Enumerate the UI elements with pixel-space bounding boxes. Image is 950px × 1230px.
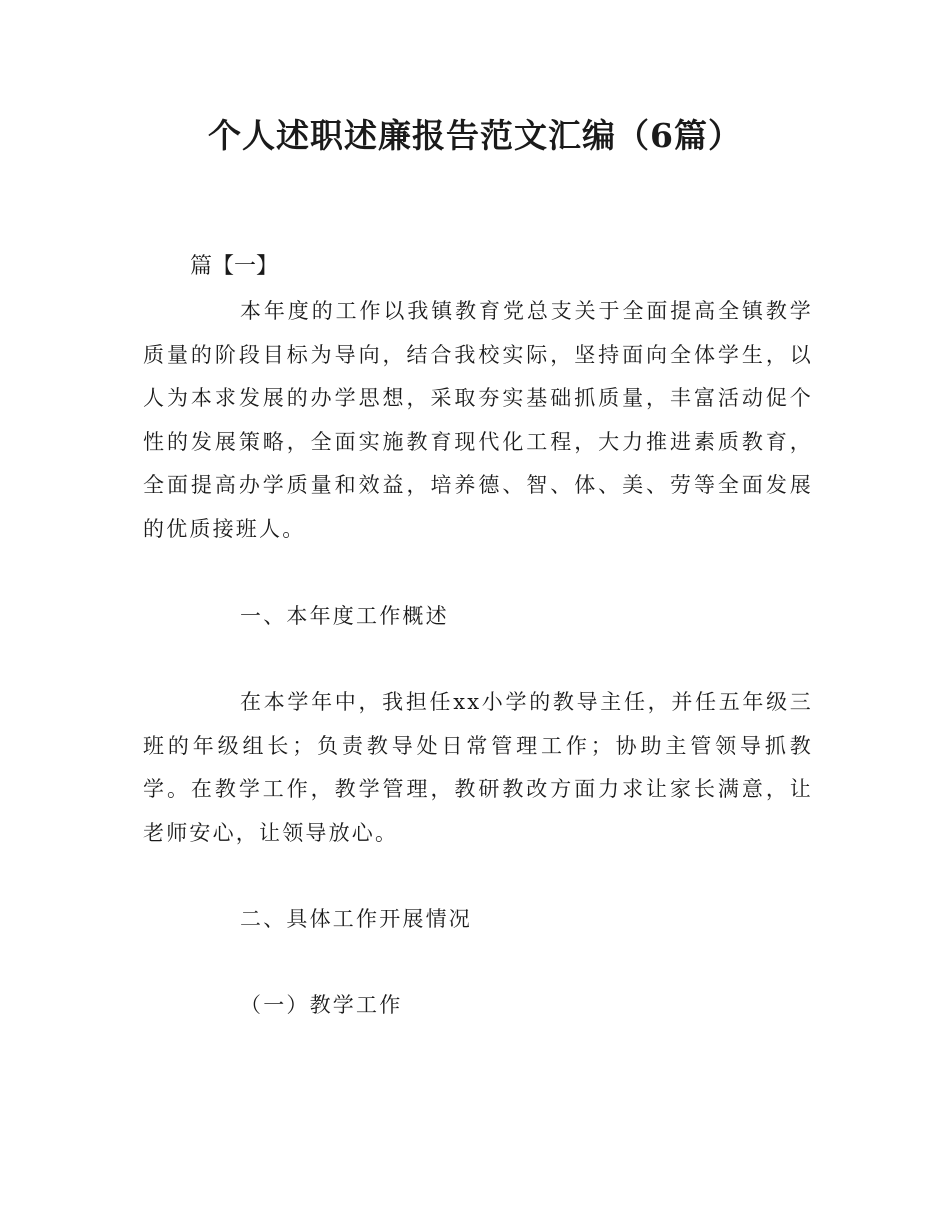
section-heading-work-details: 二、具体工作开展情况 [240, 907, 472, 931]
document-title: 个人述职述廉报告范文汇编（6篇） [208, 116, 742, 155]
body-paragraph: 在本学年中，我担任xx小学的教导主任，并任五年级三班的年级组长；负责教导处日常管理工作；协助主管领导抓教学。在教学工作，教学管理，教研教改方面力求让家长满意，让老师安心，让领导放心。 [143, 690, 813, 845]
section-label: 篇【一】 [190, 254, 279, 279]
subsection-heading-teaching: （一）教学工作 [240, 993, 403, 1017]
body-paragraph: 本年度的工作以我镇教育党总支关于全面提高全镇教学质量的阶段目标为导向，结合我校实际，坚持面向全体学生，以人为本求发展的办学思想，采取夯实基础抓质量，丰富活动促个性的发展策略，全面实施教育现代化工程，大力推进素质教育，全面提高办学质量和效益，培养德、智、体、美、劳等全面发展的优质接班人。 [143, 299, 813, 541]
section-heading-overview: 一、本年度工作概述 [240, 604, 449, 628]
